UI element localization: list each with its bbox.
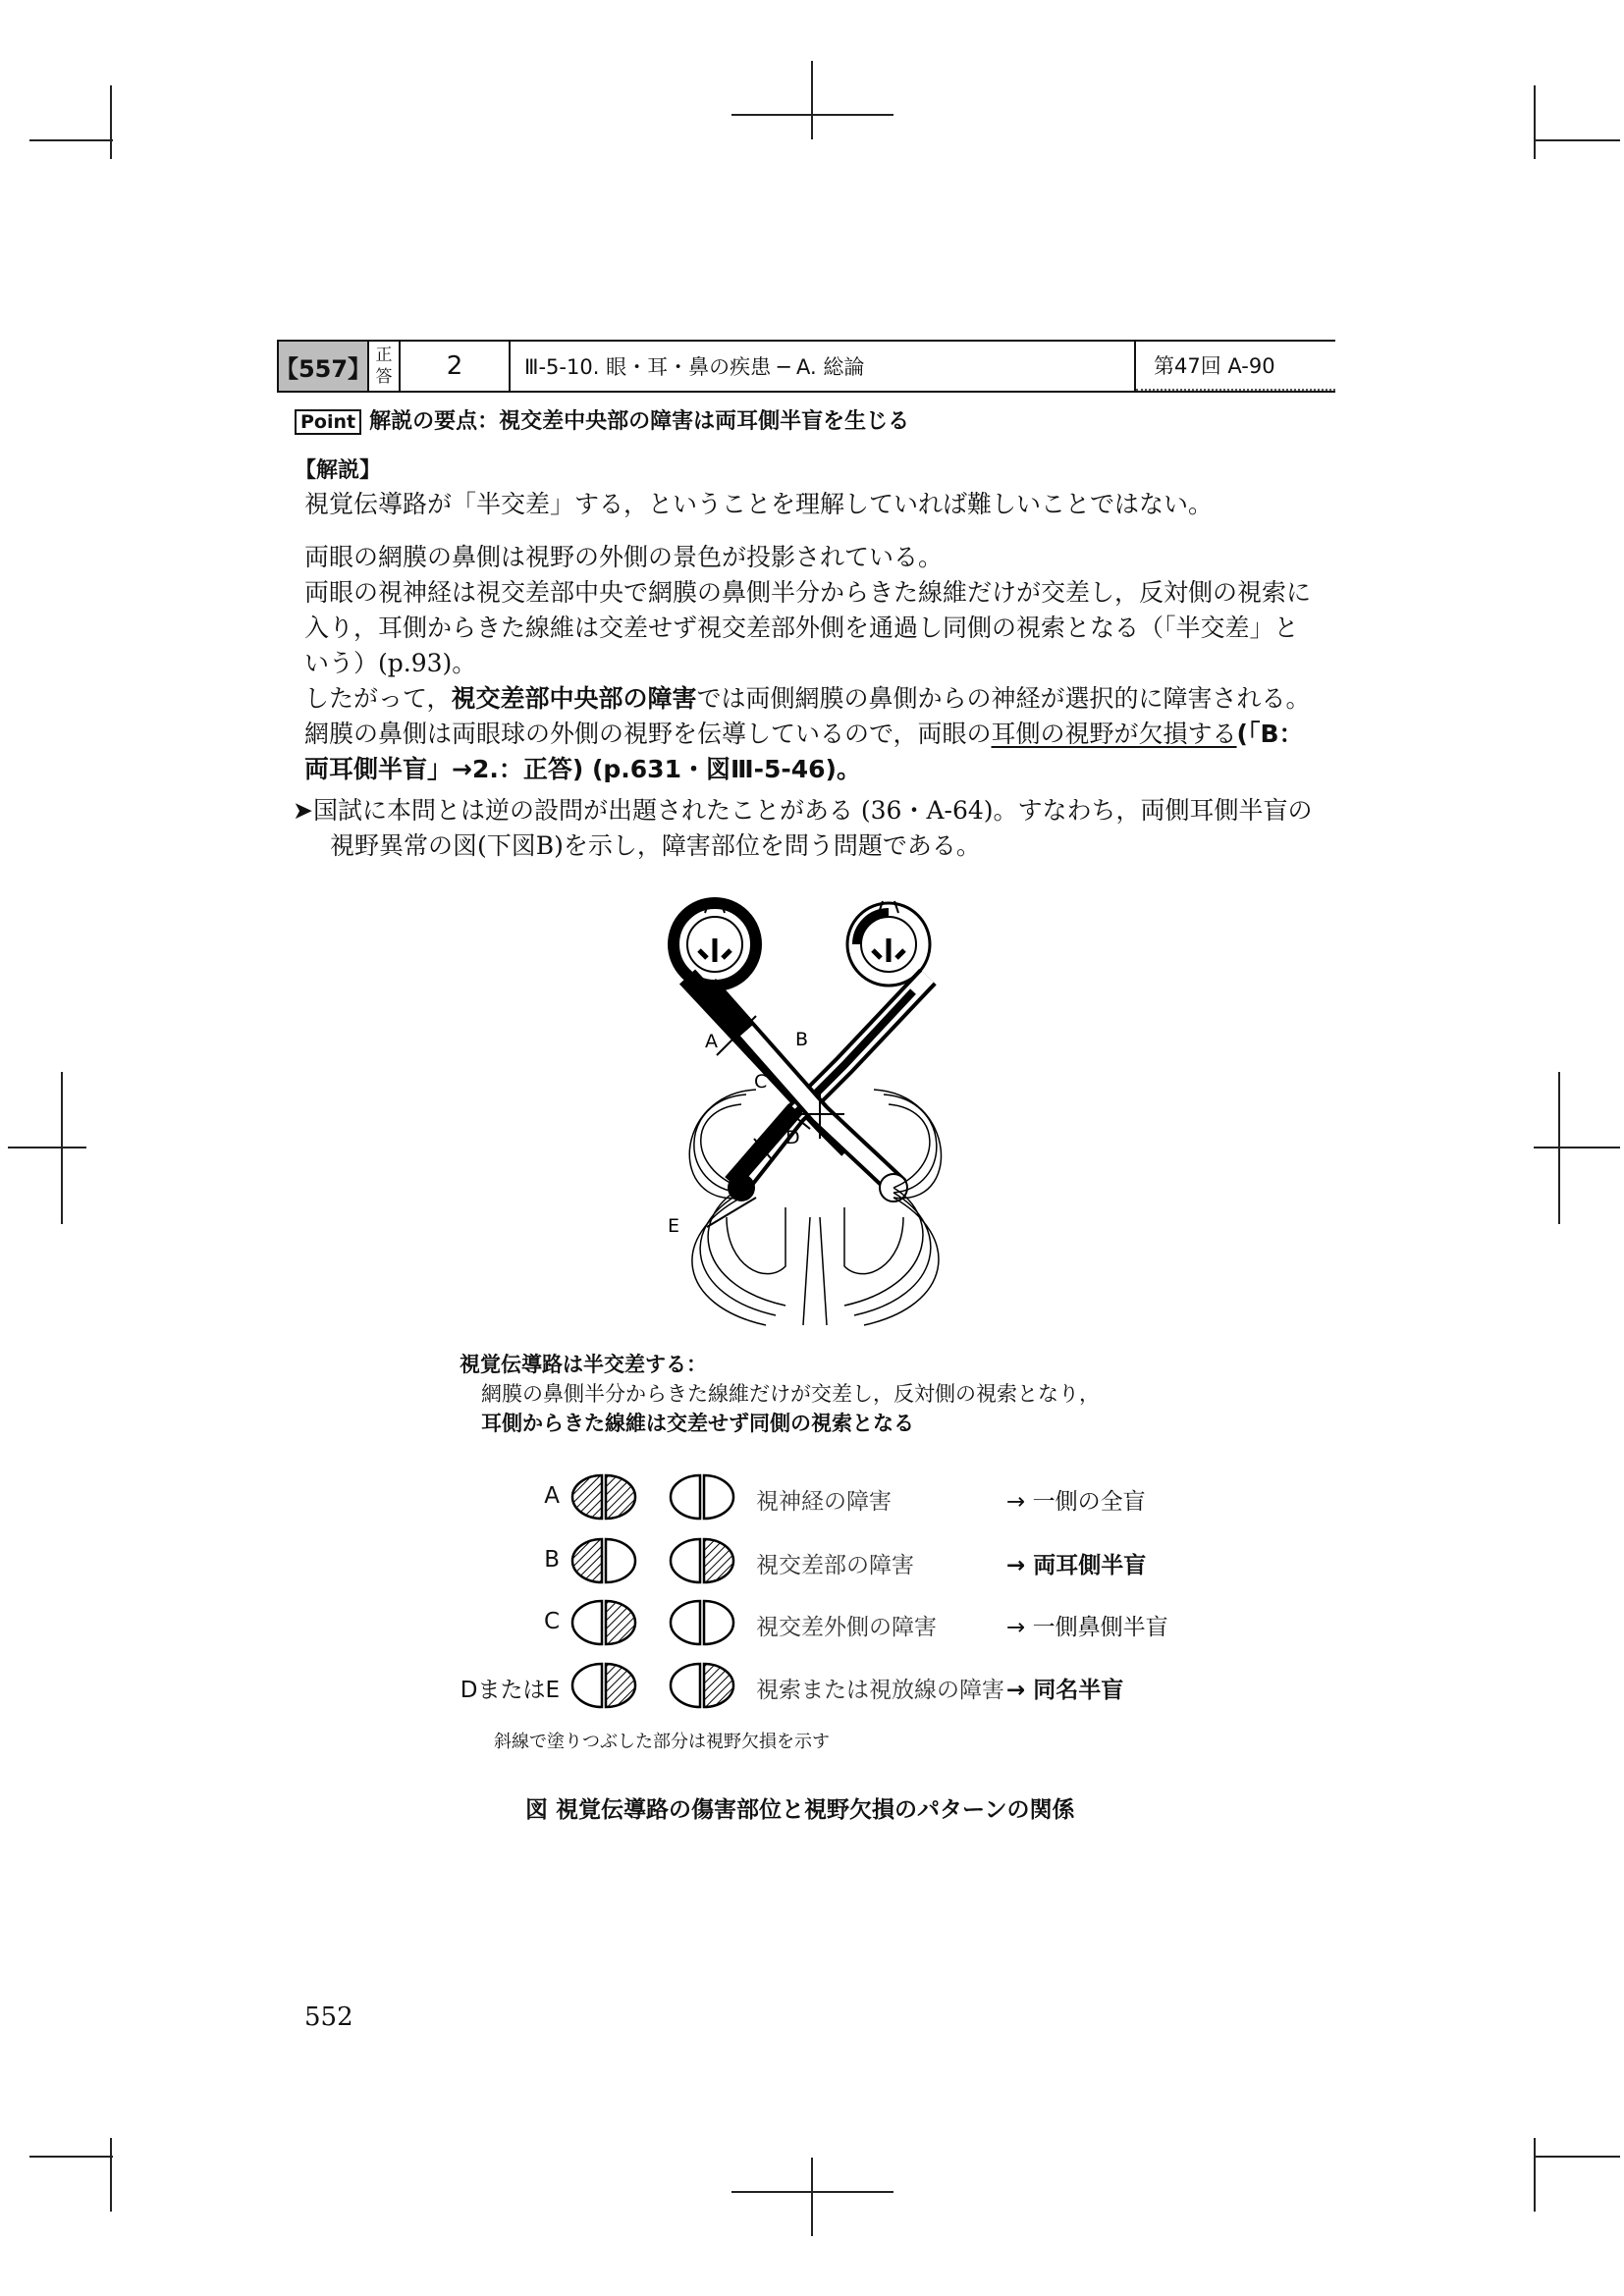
field-defect-half xyxy=(606,1475,635,1519)
right-eye-field-icon xyxy=(668,1598,736,1647)
field-defect-half xyxy=(572,1475,602,1519)
diagram-caption: 視覚伝導路は半交差する： 網膜の鼻側半分からきた線維だけが交差し，反対側の視索となり， 耳側からきた線維は交差せず同側の視索となる xyxy=(460,1353,1100,1435)
lesion-site-letter: B xyxy=(544,1547,560,1573)
left-eye-field-icon xyxy=(569,1598,638,1647)
figure-title: 図 視覚伝導路の傷害部位と視野欠損のパターンの関係 xyxy=(525,1797,1075,1823)
lesion-site-text: 視神経の障害 xyxy=(756,1489,892,1515)
lesion-site-text: 視索または視放線の障害 xyxy=(756,1678,1004,1703)
topic-title: Ⅲ-5-10. 眼・耳・鼻の疾患 ─ A. 総論 xyxy=(511,342,1136,391)
field-intact-half xyxy=(704,1475,733,1519)
question-header xyxy=(274,340,1335,393)
field-intact-half xyxy=(606,1539,635,1582)
field-defect-half xyxy=(606,1664,635,1707)
lesion-site-letter: C xyxy=(543,1609,560,1634)
explanation-heading: 【解説】 xyxy=(295,458,382,483)
question-number: 【557】 xyxy=(279,342,369,391)
field-intact-half xyxy=(671,1539,700,1582)
underlined-phrase: 耳側の視野が欠損する xyxy=(991,720,1237,748)
left-eye-field-icon xyxy=(569,1472,638,1522)
field-defect-half xyxy=(704,1664,733,1707)
field-intact-half xyxy=(704,1601,733,1644)
paragraph-2: 両眼の網膜の鼻側は視野の外側の景色が投影されている。 両眼の視神経は視交差部中央で網膜の鼻側半分からきた線維だけが交差し，反対側の視索に 入り，耳側からきた線維は交差せず視交差部外側を通過し同側の視索となる（「半交差」と いう）(p.93)。 したがって，視交差部中央部の障害では両側網膜の鼻側からの神経が選択的に障害される。 網膜の鼻側は両眼球の外側の視野を伝導しているので，両眼の耳側の視野が欠損する(「B： 両耳側半盲」→2.：正答) (p.631・図Ⅲ-5-46)。 xyxy=(304,543,1312,783)
field-intact-half xyxy=(572,1601,602,1644)
right-eye-field-icon xyxy=(668,1472,736,1522)
right-eye-field-icon xyxy=(668,1661,736,1710)
visual-pathway-diagram xyxy=(648,893,972,1330)
point-icon: Point xyxy=(295,409,361,435)
field-defect-result: → 一側の全盲 xyxy=(1006,1489,1146,1515)
lesion-site-text: 視交差外側の障害 xyxy=(756,1615,937,1640)
field-defect-half xyxy=(572,1539,602,1582)
label-E: E xyxy=(668,1215,680,1237)
lesion-site-letter: DまたはE xyxy=(460,1678,560,1703)
field-defect-half xyxy=(606,1601,635,1644)
label-B: B xyxy=(795,1029,809,1050)
field-defect-result: → 両耳側半盲 xyxy=(1006,1553,1147,1578)
exam-reference: 第47回 A-90 xyxy=(1136,342,1335,391)
lesion-site-letter: A xyxy=(544,1483,560,1509)
right-eye-field-icon xyxy=(668,1536,736,1585)
point-line xyxy=(295,404,909,435)
field-defect-half xyxy=(704,1539,733,1582)
point-text: 視交差中央部の障害は両耳側半盲を生じる xyxy=(499,409,910,434)
paragraph-1: 視覚伝導路が「半交差」する，ということを理解していれば難しいことではない。 xyxy=(304,490,1214,518)
left-eye xyxy=(674,901,756,986)
note: ➤国試に本問とは逆の設問が出題されたことがある (36・A-64)。すなわち，両側耳側半盲の 視野異常の図(下図B)を示し，障害部位を問う問題である。 xyxy=(293,796,1313,860)
visual-field-row xyxy=(442,1536,1227,1585)
field-defect-result: → 一側鼻側半盲 xyxy=(1006,1615,1168,1640)
visual-field-row xyxy=(442,1472,1227,1522)
lesion-site-text: 視交差部の障害 xyxy=(756,1553,914,1578)
label-D: D xyxy=(785,1127,800,1148)
page-number: 552 xyxy=(304,2002,353,2032)
field-defect-result: → 同名半盲 xyxy=(1006,1678,1124,1703)
point-label: 解説の要点： xyxy=(369,409,500,434)
answer-value: 2 xyxy=(401,342,511,391)
field-intact-half xyxy=(572,1664,602,1707)
label-A: A xyxy=(705,1031,718,1052)
left-eye-field-icon xyxy=(569,1536,638,1585)
visual-field-row xyxy=(442,1598,1227,1647)
visual-field-row xyxy=(442,1661,1227,1710)
answer-label: 正 答 xyxy=(369,342,401,391)
field-intact-half xyxy=(671,1475,700,1519)
label-C: C xyxy=(754,1071,768,1093)
legend-note: 斜線で塗りつぶした部分は視野欠損を示す xyxy=(494,1732,830,1752)
field-intact-half xyxy=(671,1664,700,1707)
left-eye-field-icon xyxy=(569,1661,638,1710)
field-intact-half xyxy=(671,1601,700,1644)
